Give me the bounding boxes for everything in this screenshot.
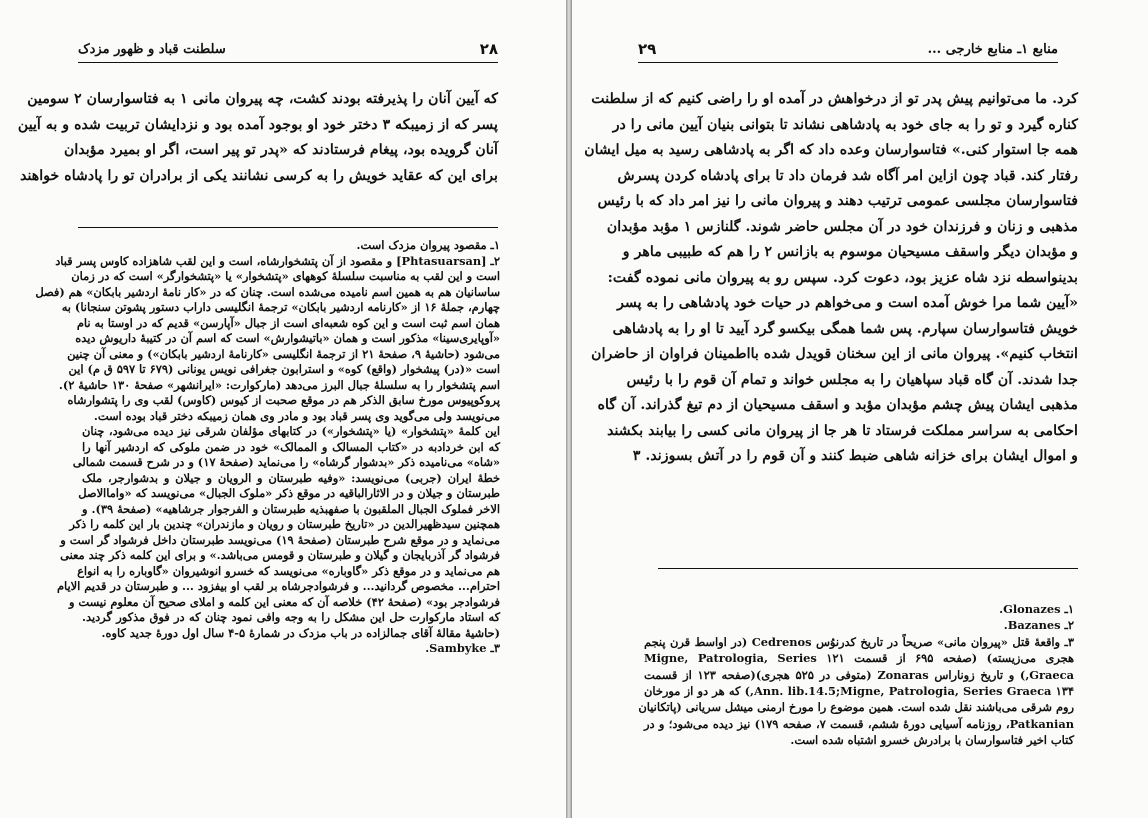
footnote-line: (حاشیهٔ مقالهٔ آقای جمالزاده در باب مزدک در شمارهٔ ۵-۴ سال اول دورهٔ جدید کاوه. (101, 625, 500, 640)
footnote-line: Graeca,) و تاریخ زوناراس Zonaras (متوفی در ۵۲۵ هجری)(صفحه ۱۲۳ از قسمت (644, 667, 1074, 682)
footnote-line: ۱ـ Glonazes. (999, 602, 1074, 616)
body-text (17, 87, 498, 189)
footnote-line: الاخر فملوک الجبال الملقبون با صفهبذیه طبرستان و الفرجوار جرشاهیه» (صفحهٔ ۳۹). و (82, 501, 501, 516)
text-line: و اموال ایشان برای خزانه شاهی ضبط کنند و آن قوم را در آتش بسوزند. ۳ (632, 448, 1078, 464)
footnote-line: ساسانیان هم به همین اسم نامیده می‌شده است. چنان که در «کار نامهٔ اردشیر بابکان» هم (فصل (35, 284, 500, 299)
footnote-line: طبرستان و جیلان و در الاثارالباقیه در موقع ذکر «ملوک الجبال» می‌نویسد که «واماالاصل (78, 486, 500, 500)
footnote-line: پروکوپیوس مورخ سابق الذکر هم در موقع صحبت از کیوس (کاوس) لقب وی را پتشوارشاه (67, 393, 500, 407)
left-page (0, 0, 566, 818)
footnote-line: «آوپایری‌سینا» مذکور است و همان «باتیشوارش» است که اسم آن در کتیبهٔ داریوش دیده (75, 331, 500, 345)
footnote-line: هم می‌نماید و در موقع ذکر «گاوباره» می‌نویسد که خسرو انوشیروان «گاوباره را به انواع (77, 563, 500, 578)
footnote-line: «شاه» می‌نامیده ذکر «بدشوار گرشاه» را می‌نماید (صفحهٔ ۱۷) و در شرح قسمت شمالی (72, 455, 500, 469)
footnote-line: ۲ـ Bazanes. (1003, 618, 1074, 633)
footnote-line: هجری می‌زیسته) (صفحه ۶۹۵ از قسمت ۱۲۱ Migne, Patrologia, Series (644, 651, 1074, 666)
footnote-line: که استاد مارکوارت حل این مشکل را به وجه وافی نمود چنان که در فوق مذکور گردید. (82, 610, 500, 624)
text-line: فتاسوارسان مجلسی عمومی ترتیب دهند و پیروان مانی را نیز امر داد که با رئیس (597, 193, 1078, 209)
text-line: آنان گرویده بود، پیغام فرستادند که «پدر تو پیر است، اگر او بمیرد مؤبدان (63, 142, 498, 158)
text-line: کرد. ما می‌توانیم پیش پدر تو از درخواهش در آمده او را راضی کنیم که از سلطنت (591, 91, 1078, 107)
footnote-separator (658, 568, 1078, 569)
text-line: پسر که از زمیبکه ۳ دختر خود او بوجود آمده بود و نزدایشان تربیت شده و به آیین (17, 116, 498, 133)
footnote-line: ۱ـ مقصود پیروان مزدک است. (356, 238, 500, 252)
footnote-line: کتاب اخیر فتاسوارسان با برادرش خسرو اشتباه شده است. (790, 733, 1074, 748)
footnote-line: ۱۳۴ Ann. lib.14.5;Migne, Patrologia, Series Graeca,) که هر دو از مورخان (644, 683, 1075, 698)
text-line: احکامی به سراسر مملکت فرستاد تا هر جا از پیروان مانی کسی را بیابند بکشند (607, 422, 1078, 439)
body-text (584, 87, 1078, 470)
page-header (78, 42, 498, 63)
footnote-line: که ابن خردادبه در «کتاب المسالک و الممالک» خود در ضمن ملوکی که اردشیر آنها را (82, 439, 500, 454)
footnotes (638, 601, 1075, 749)
footnote-line: فرشواد گر آذربایجان و گیلان و طبرستان و قومس می‌باشد.» و برای این کلمه ذکر چند معنی (60, 548, 500, 562)
footnote-line: خطهٔ ایران (جربی) می‌نویسد: «وفیه طبرستان و الرویان و جیلان و بدشوارجر، ملک (82, 470, 500, 485)
running-title: منابع ۱ـ منابع خارجی ... (927, 42, 1058, 57)
text-line: جدا شدند. آن گاه قباد سپاهیان را به مجلس خواند و تمام آن قوم را با رئیس (626, 371, 1078, 388)
footnotes (35, 238, 501, 657)
page-header (638, 42, 1058, 63)
running-title: سلطنت قباد و ظهور مزدک (78, 42, 226, 57)
text-line: کناره گیرد و تو را به جای خود به پادشاهی نشاند تا بتوانی بنیان آیین مانی را در (612, 116, 1078, 133)
footnote-line: همچنین سیدظهیرالدین در «تاریخ طبرستان و رویان و مازندران» چندین بار این کلمه را ذکر (69, 517, 500, 531)
text-line: انتخاب کنیم». پیروان مانی از این سخنان قویدل شده بااطمینان فراوان از حاضران (591, 346, 1078, 362)
footnote-line: فرشوادجر بود» (صفحهٔ ۴۲) خلاصه آن که معنی این کلمه و املای صحیح آن معلوم نیست و (68, 594, 500, 609)
footnote-line: این کلمهٔ «پتشخوار» (یا «پتشخوار») در کتابهای مؤلفان شرقی نیز دیده می‌شود، چنان (82, 424, 500, 438)
footnote-line: می‌نماید و در موقع شرح طبرستان (صفحهٔ ۱۹) می‌نویسد طبرستان داخل فرشواد گر است و (60, 532, 500, 547)
text-line: که آیین آنان را پذیرفته بودند کشت، چه پیروان مانی ۱ به فتاسوارسان ۲ سومین (27, 91, 498, 107)
page-number: ۲۹ (638, 40, 657, 58)
footnote-line: ۳ـ واقعهٔ قتل «پیروان مانی» صریحاً در تاریخ کدرنوُس Cedrenos (در اواسط قرن پنجم (644, 634, 1074, 649)
footnote-line: ۲ـ [Phtasuarsan] و مقصود از آن پتشخوارشاه، است و این لقب شاهزاده کاوس پسر قباد (55, 253, 500, 268)
footnote-line: می‌شود (حاشیهٔ ۹، صفحهٔ ۲۱ از ترجمهٔ انگلیسی «کارنامهٔ اردشیر بابکان») و معنی آن چنین (67, 346, 500, 361)
right-page (572, 0, 1148, 818)
footnote-line: می‌نویسد ولی می‌گوید وی پسر قباد بود و مادر وی همان زمیبکه دختر قباد بوده است. (93, 408, 500, 423)
text-line: «آیین شما مرا خوش آمده است و می‌خواهم در حیات خود پادشاهی را به پسر (617, 295, 1078, 311)
footnote-line: روم شرقی می‌باشند نقل شده است. همین موضوع را مورخ ارمنی میشل سریانی (پاتکانیان (638, 700, 1074, 715)
footnote-line: است «(در) پیشخوار (واقع) کوه» و استرابون جغرافی نویس یونانی (۶۷۹ تا ۵۹۷ ق م) این (68, 362, 500, 376)
text-line: برای این که عقاید خویش را به کرسی نشانند یکی از برادران تو را پادشاه خواهند (20, 167, 498, 184)
footnote-separator (78, 227, 498, 228)
footnote-line: همان اسم ثبت است و این کوه شعبه‌ای است از جبال «آپارسن» قدیم که در اوستا به نام (76, 315, 500, 330)
text-line: خویش فتاسوارسان سپارم. پس شما همگی بیکسو گرد آیید تا او را به پادشاهی (612, 320, 1078, 337)
text-line: مذهبی ایشان پیش چشم مؤبدان مؤبد و اسقف مسیحیان از دم تیغ گذراند. آن گاه (597, 397, 1078, 413)
footnote-line: احترام... مخصوص گردانید... و فرشوادجرشاه بر لقب او بیفزود ... و طبرستان در قدیم الایام (56, 579, 500, 593)
footnote-line: اسم پتشخوار را به سلسلهٔ جبال البرز می‌دهد (مارکوارت: «ایرانشهر» صفحهٔ ۱۳۰ حاشیهٔ ۲). (58, 377, 500, 392)
footnote-line: چهارم، جملهٔ ۱۶ از «کارنامه اردشیر بابکان» ترجمهٔ انگلیسی داراب دستور پشوتن سنجانا) به (61, 300, 500, 314)
footnote-line: ۳ـ Sambyke. (425, 641, 500, 655)
footnote-line: Patkanian، روزنامه آسیایی دورهٔ ششم، قسمت ۷، صفحه ۱۷۹) نیز دیده می‌شود؛ و در (644, 716, 1075, 731)
text-line: رفتار کند. قباد چون ازاین امر آگاه شد فرمان داد تا برای پادشاه کردن پسرش (617, 167, 1078, 184)
footnote-line: است و این لقب به مناسبت سلسلهٔ کوههای «پتشخوار» یا «پتشخوارگر» است که در زمان (71, 269, 500, 283)
text-line: همه جا استوار کنی.» فتاسوارسان وعده داد که اگر به پادشاهی رسید به میل ایشان (584, 142, 1078, 158)
text-line: و مؤبدان دیگر واسقف مسیحیان موسوم به بازانس ۲ را هم که طبیبی ماهر و (622, 244, 1078, 260)
text-line: مذهبی و زنان و فرزندان خود در آن مجلس حاضر شوند. گلنازس ۱ مؤبد مؤبدان (606, 218, 1078, 235)
text-line: بدینواسطه نزد شاه عزیز بود، دعوت کرد. سپس رو به پیروان مانی نموده گفت: (607, 269, 1078, 286)
page-number: ۲۸ (479, 40, 498, 58)
